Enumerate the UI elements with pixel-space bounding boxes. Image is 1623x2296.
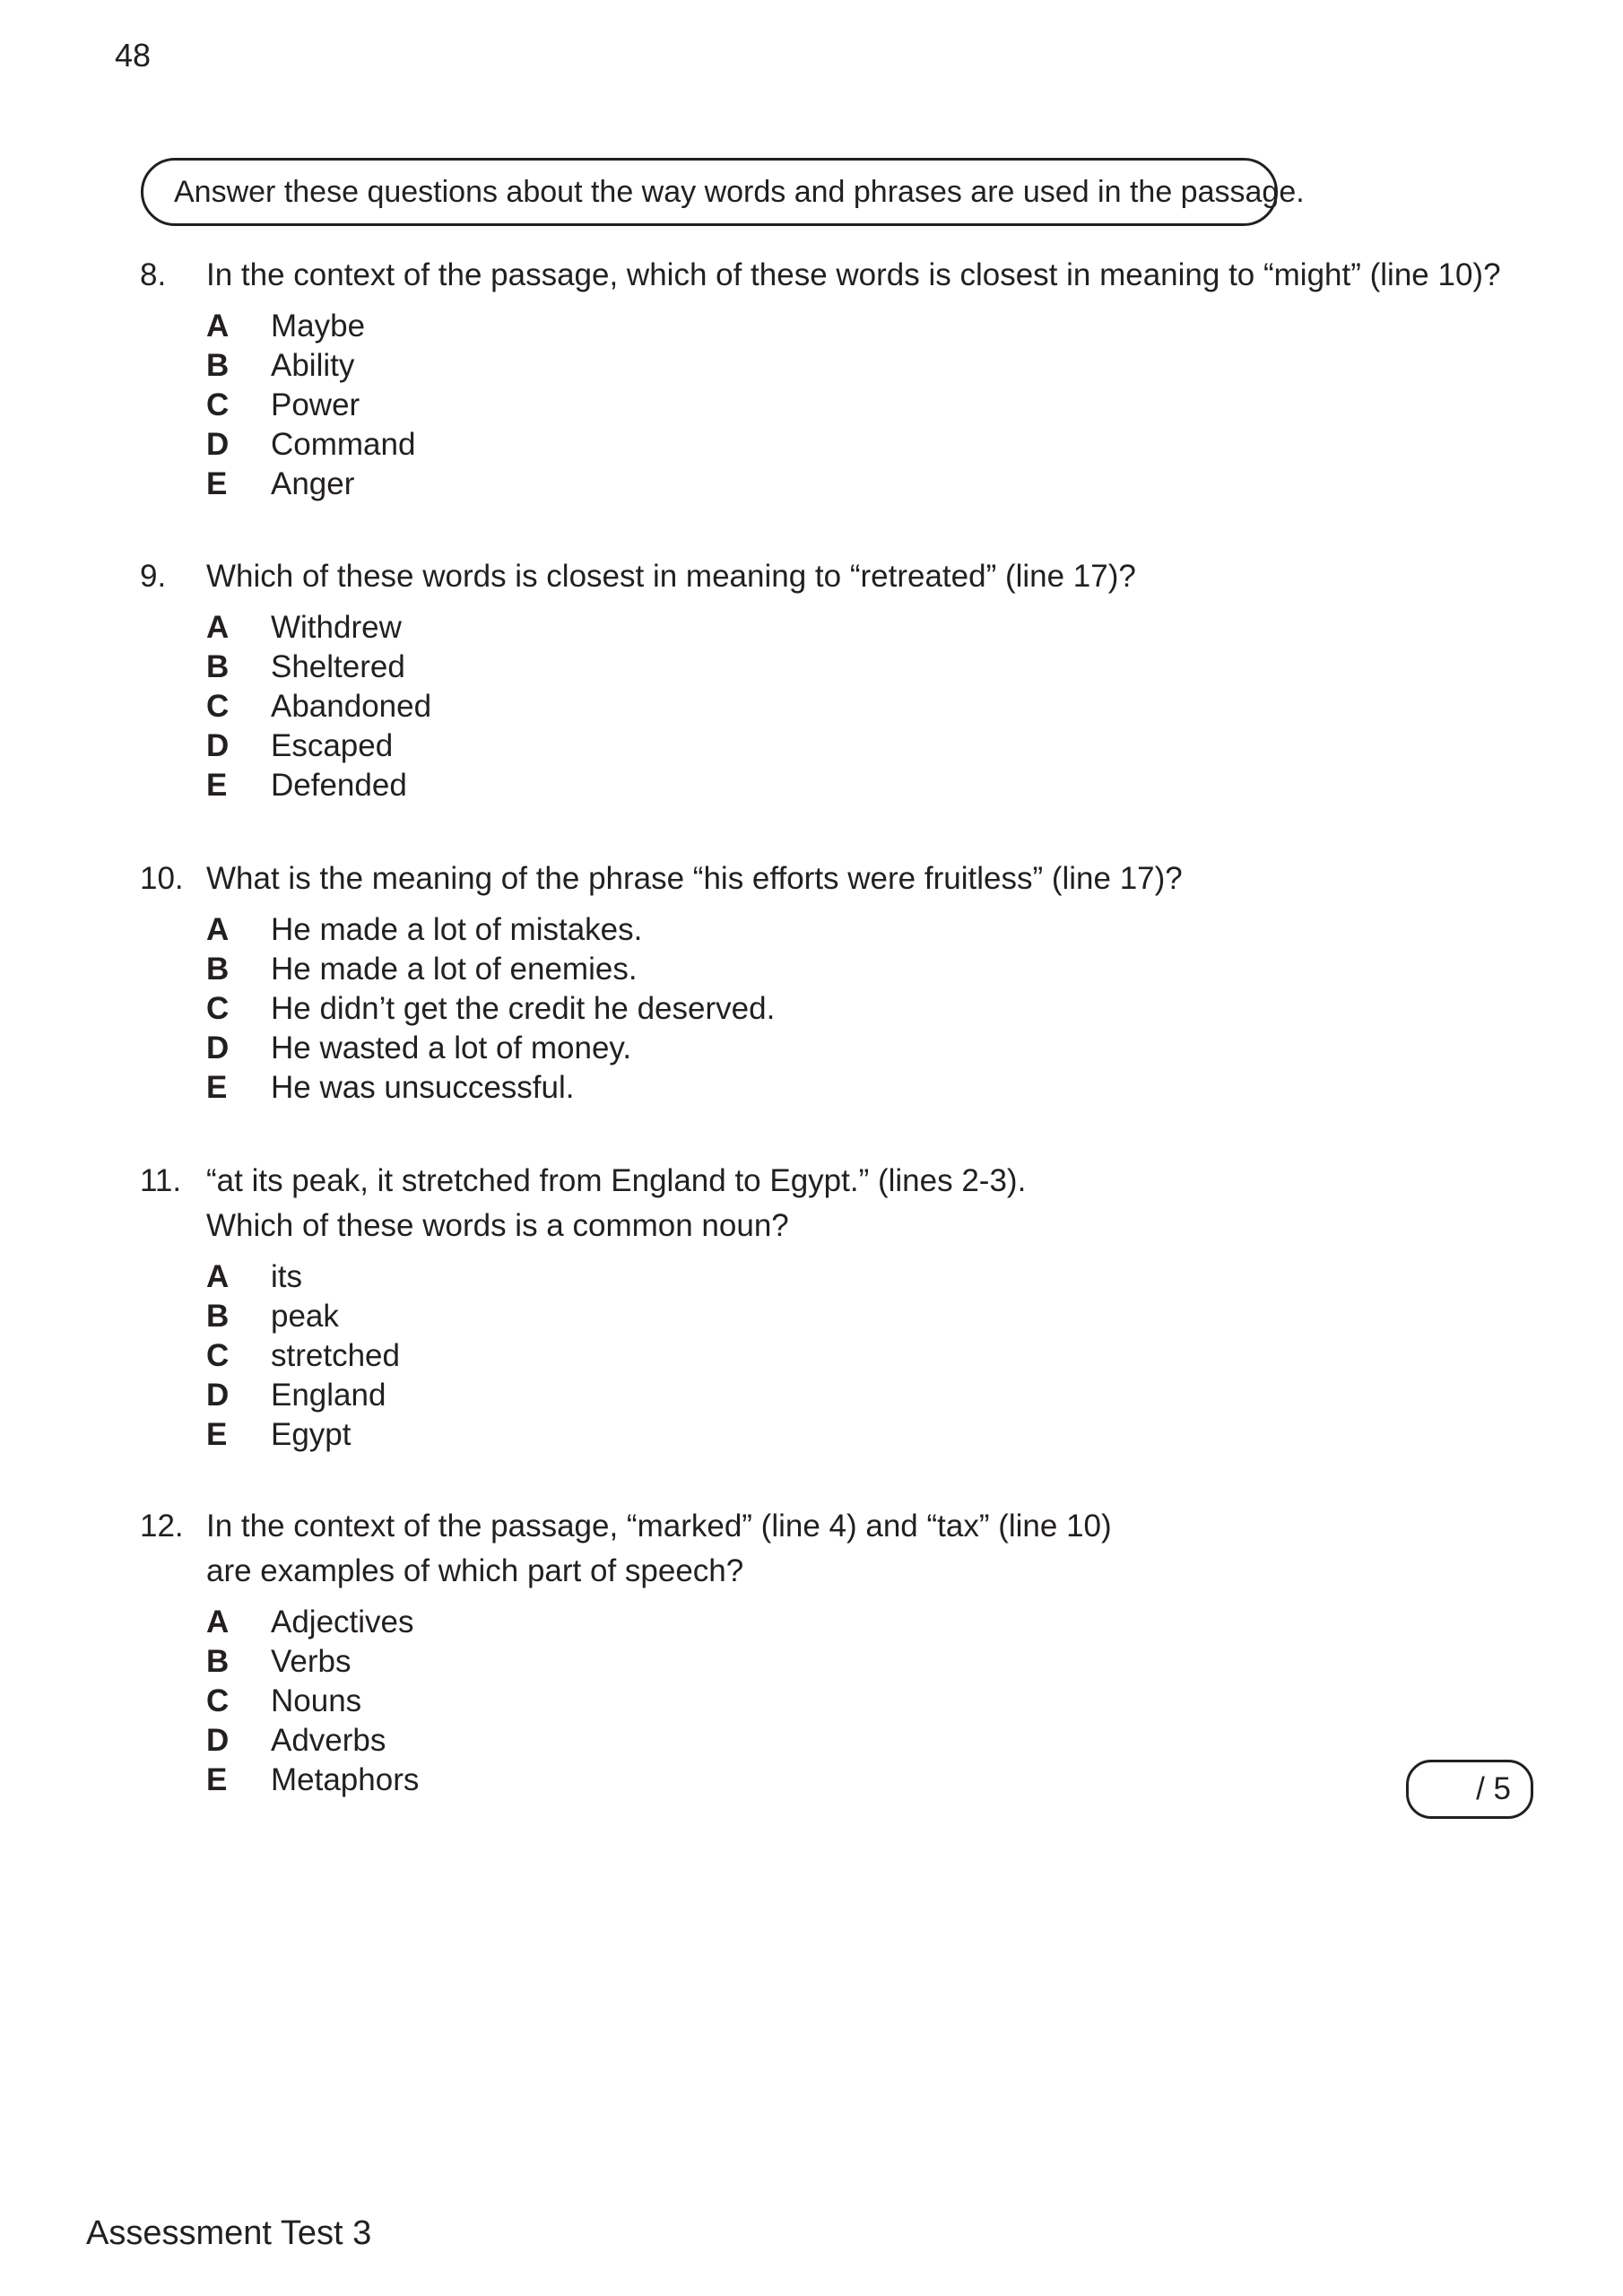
option-letter: E [206, 1417, 228, 1452]
option-b[interactable] [0, 1297, 1524, 1336]
question-line [0, 1204, 1524, 1248]
option-text: Power [271, 387, 360, 422]
option-text: Verbs [271, 1644, 352, 1679]
option-text: Ability [271, 348, 355, 383]
option-letter: B [206, 952, 230, 987]
option-text: He was unsuccessful. [271, 1070, 575, 1105]
option-b[interactable] [0, 346, 1524, 386]
question-line [0, 1504, 1524, 1549]
instruction-box: Answer these questions about the way words and phrases are used in the passage. [141, 158, 1278, 226]
option-a[interactable] [0, 1257, 1524, 1297]
option-text: Sheltered [271, 649, 405, 684]
option-list [0, 1257, 1524, 1455]
option-c[interactable] [0, 1336, 1524, 1376]
option-letter: C [206, 1338, 230, 1373]
option-d[interactable] [0, 1376, 1524, 1415]
option-text: Maybe [271, 309, 366, 344]
option-e[interactable] [0, 465, 1524, 504]
option-text: He didn’t get the credit he deserved. [271, 991, 776, 1026]
option-text: Metaphors [271, 1762, 420, 1797]
option-text: He made a lot of mistakes. [271, 912, 643, 947]
page-footer: Assessment Test 3 [86, 2214, 372, 2252]
question-line [0, 857, 1524, 901]
option-text: Defended [271, 768, 407, 803]
option-letter: A [206, 1259, 230, 1294]
option-list [0, 307, 1524, 504]
option-letter: A [206, 309, 230, 344]
question-text: “at its peak, it stretched from England to Egypt.” (lines 2-3). [206, 1163, 1027, 1198]
option-c[interactable] [0, 687, 1524, 726]
option-text: Adjectives [271, 1605, 414, 1639]
option-b[interactable] [0, 648, 1524, 687]
option-a[interactable] [0, 1603, 1524, 1642]
option-letter: B [206, 348, 230, 383]
option-d[interactable] [0, 726, 1524, 766]
question-10 [0, 857, 1524, 1108]
option-letter: B [206, 1644, 230, 1679]
option-letter: E [206, 1070, 228, 1105]
option-b[interactable] [0, 1642, 1524, 1682]
question-line [0, 253, 1524, 298]
option-text: Withdrew [271, 610, 402, 645]
question-9 [0, 554, 1524, 805]
question-line [0, 1159, 1524, 1204]
option-letter: E [206, 768, 228, 803]
option-a[interactable] [0, 307, 1524, 346]
question-line [0, 554, 1524, 599]
option-text: Escaped [271, 728, 394, 763]
option-text: Command [271, 427, 416, 462]
option-list [0, 1603, 1524, 1800]
option-letter: C [206, 991, 230, 1026]
question-number: 11. [140, 1163, 182, 1198]
question-8 [0, 253, 1524, 504]
question-11 [0, 1159, 1524, 1455]
question-text: Which of these words is closest in meaning to “retreated” (line 17)? [206, 559, 1136, 594]
page-number: 48 [115, 37, 152, 74]
question-number: 10. [140, 861, 184, 896]
score-box: / 5 [1406, 1760, 1533, 1819]
option-letter: C [206, 387, 230, 422]
option-text: peak [271, 1299, 339, 1334]
option-text: He made a lot of enemies. [271, 952, 638, 987]
option-letter: A [206, 912, 230, 947]
option-list [0, 910, 1524, 1108]
question-text: In the context of the passage, which of these words is closest in meaning to “might” (line 10)? [206, 257, 1501, 292]
option-b[interactable] [0, 950, 1524, 989]
option-letter: C [206, 1683, 230, 1718]
option-c[interactable] [0, 989, 1524, 1029]
option-text: He wasted a lot of money. [271, 1031, 632, 1065]
option-e[interactable] [0, 1415, 1524, 1455]
option-text: England [271, 1378, 386, 1413]
question-12 [0, 1504, 1524, 1800]
option-a[interactable] [0, 608, 1524, 648]
option-text: stretched [271, 1338, 400, 1373]
question-number: 8. [140, 257, 167, 292]
option-c[interactable] [0, 386, 1524, 425]
option-letter: B [206, 649, 230, 684]
option-letter: C [206, 689, 230, 724]
question-number: 12. [140, 1509, 184, 1544]
option-e[interactable] [0, 1761, 1524, 1800]
option-e[interactable] [0, 766, 1524, 805]
option-text: Abandoned [271, 689, 432, 724]
option-text: its [271, 1259, 302, 1294]
option-text: Adverbs [271, 1723, 386, 1758]
option-letter: D [206, 1723, 230, 1758]
option-letter: D [206, 1031, 230, 1065]
option-letter: A [206, 1605, 230, 1639]
option-d[interactable] [0, 425, 1524, 465]
option-letter: E [206, 1762, 228, 1797]
question-text: What is the meaning of the phrase “his efforts were fruitless” (line 17)? [206, 861, 1183, 896]
option-list [0, 608, 1524, 805]
question-number: 9. [140, 559, 167, 594]
option-letter: A [206, 610, 230, 645]
option-text: Anger [271, 466, 355, 501]
option-letter: E [206, 466, 228, 501]
question-line [0, 1549, 1524, 1594]
option-text: Nouns [271, 1683, 362, 1718]
question-text: Which of these words is a common noun? [206, 1208, 789, 1243]
option-letter: D [206, 728, 230, 763]
question-text: In the context of the passage, “marked” (line 4) and “tax” (line 10) [206, 1509, 1112, 1544]
option-a[interactable] [0, 910, 1524, 950]
question-text: are examples of which part of speech? [206, 1553, 744, 1588]
option-letter: D [206, 1378, 230, 1413]
option-d[interactable] [0, 1029, 1524, 1068]
option-c[interactable] [0, 1682, 1524, 1721]
option-letter: B [206, 1299, 230, 1334]
option-letter: D [206, 427, 230, 462]
option-d[interactable] [0, 1721, 1524, 1761]
option-e[interactable] [0, 1068, 1524, 1108]
option-text: Egypt [271, 1417, 352, 1452]
